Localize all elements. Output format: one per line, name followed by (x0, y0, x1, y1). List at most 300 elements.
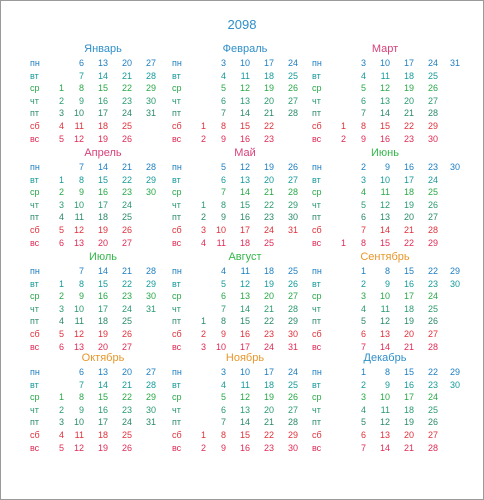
day-cell: 12 (379, 417, 390, 428)
day-cell: 3 (58, 417, 64, 428)
weekday-label: пт (172, 417, 181, 428)
weekday-label: вс (312, 341, 322, 352)
day-cell: 23 (121, 404, 132, 415)
weekday-label: сб (172, 120, 182, 131)
day-cell: 21 (263, 187, 274, 198)
day-cell: 5 (58, 224, 64, 235)
month-title: Ноябрь (225, 352, 265, 364)
day-cell: 3 (58, 199, 64, 210)
week-row (312, 366, 458, 379)
day-cell: 18 (403, 70, 414, 81)
day-cell: 4 (220, 70, 226, 81)
day-cell: 17 (97, 199, 108, 210)
day-cell: 1 (200, 316, 206, 327)
day-cell: 11 (380, 303, 390, 314)
day-cell: 13 (97, 367, 108, 377)
week-row (172, 186, 318, 199)
weekday-label: чт (312, 404, 321, 415)
month-block (30, 351, 176, 456)
day-cell: 15 (97, 392, 108, 403)
day-cell: 23 (403, 133, 414, 144)
day-cell: 3 (220, 58, 226, 68)
week-row (312, 211, 458, 224)
weekday-label: вт (30, 379, 39, 390)
day-cell: 18 (263, 266, 274, 276)
day-cell: 7 (220, 108, 226, 119)
week-row (172, 265, 318, 278)
day-cell: 14 (379, 224, 390, 235)
day-cell: 25 (121, 429, 132, 440)
weekday-label: пт (30, 417, 39, 428)
day-cell: 9 (384, 379, 390, 390)
day-cell: 1 (360, 367, 366, 377)
month-title: Декабрь (363, 352, 407, 364)
week-row (172, 404, 318, 417)
day-cell: 24 (287, 367, 298, 377)
day-cell: 21 (403, 341, 414, 352)
week-row (172, 82, 318, 95)
day-cell: 29 (449, 266, 460, 276)
day-cell: 25 (287, 70, 298, 81)
weekday-label: пн (312, 367, 322, 377)
week-row (30, 429, 176, 442)
day-cell: 31 (145, 108, 156, 119)
day-cell: 4 (58, 120, 64, 131)
day-cell: 13 (379, 328, 390, 339)
day-cell: 26 (427, 199, 438, 210)
day-cell: 26 (287, 278, 298, 289)
day-cell: 12 (379, 316, 390, 327)
month-block (172, 42, 318, 147)
day-cell: 16 (379, 133, 390, 144)
weekday-label: вс (30, 442, 40, 453)
weekday-label: пн (312, 266, 322, 276)
day-cell: 16 (403, 278, 414, 289)
day-cell: 1 (340, 237, 346, 248)
day-cell: 1 (58, 278, 64, 289)
week-row (172, 416, 318, 429)
day-cell: 11 (380, 404, 390, 415)
month-block (172, 250, 318, 355)
day-cell: 8 (360, 120, 366, 131)
day-cell: 20 (97, 341, 108, 352)
week-row (172, 328, 318, 341)
day-cell: 30 (287, 212, 298, 223)
day-cell: 16 (403, 379, 414, 390)
day-cell: 8 (78, 83, 84, 94)
day-cell: 19 (263, 162, 274, 172)
month-title: Август (228, 251, 262, 263)
day-cell: 5 (360, 83, 366, 94)
day-cell: 23 (263, 212, 274, 223)
day-cell: 22 (403, 120, 414, 131)
day-cell: 18 (263, 70, 274, 81)
day-cell: 19 (403, 199, 414, 210)
day-cell: 30 (145, 404, 156, 415)
day-cell: 18 (263, 379, 274, 390)
day-cell: 7 (360, 108, 366, 119)
weekday-label: пн (312, 162, 322, 172)
week-row (312, 186, 458, 199)
week-row (312, 237, 458, 250)
day-cell: 6 (360, 212, 366, 223)
day-cell: 27 (145, 58, 156, 68)
day-cell: 19 (263, 278, 274, 289)
weekday-label: пт (172, 316, 181, 327)
weekday-label: вс (172, 442, 182, 453)
weekday-label: чт (172, 303, 181, 314)
day-cell: 17 (97, 108, 108, 119)
weekday-label: чт (30, 303, 39, 314)
day-cell: 23 (427, 162, 438, 172)
day-cell: 12 (239, 162, 250, 172)
weekday-label: сб (312, 429, 322, 440)
weekday-label: ср (30, 187, 40, 198)
weekday-label: ср (172, 392, 182, 403)
day-cell: 25 (427, 404, 438, 415)
day-cell: 17 (263, 58, 274, 68)
day-cell: 5 (220, 278, 226, 289)
day-cell: 13 (73, 237, 84, 248)
weekday-label: пн (172, 266, 182, 276)
day-cell: 6 (360, 429, 366, 440)
month-title: Сентябрь (360, 251, 410, 263)
day-cell: 14 (379, 341, 390, 352)
weekday-label: ср (312, 392, 322, 403)
week-row (30, 133, 176, 146)
month-grid (312, 161, 458, 249)
day-cell: 10 (215, 341, 226, 352)
day-cell: 26 (287, 392, 298, 403)
week-row (312, 133, 458, 146)
week-row (312, 278, 458, 291)
day-cell: 20 (263, 174, 274, 185)
month-title: Февраль (222, 43, 268, 55)
week-row (30, 82, 176, 95)
week-row (172, 133, 318, 146)
week-row (172, 237, 318, 250)
day-cell: 1 (58, 392, 64, 403)
day-cell: 24 (121, 417, 132, 428)
day-cell: 31 (145, 303, 156, 314)
day-cell: 8 (78, 278, 84, 289)
day-cell: 27 (121, 341, 132, 352)
day-cell: 17 (97, 417, 108, 428)
day-cell: 2 (58, 291, 64, 302)
day-cell: 9 (220, 133, 226, 144)
weekday-label: пт (172, 212, 181, 223)
week-row (312, 70, 458, 83)
weekday-label: чт (172, 199, 181, 210)
week-row (172, 278, 318, 291)
day-cell: 21 (403, 224, 414, 235)
day-cell: 15 (97, 83, 108, 94)
week-row (312, 174, 458, 187)
day-cell: 28 (427, 224, 438, 235)
day-cell: 6 (78, 367, 84, 377)
week-row (30, 186, 176, 199)
day-cell: 2 (58, 187, 64, 198)
day-cell: 4 (220, 266, 226, 276)
day-cell: 12 (73, 133, 84, 144)
day-cell: 26 (287, 162, 298, 172)
day-cell: 26 (287, 83, 298, 94)
day-cell: 22 (263, 120, 274, 131)
day-cell: 3 (200, 224, 206, 235)
day-cell: 5 (58, 133, 64, 144)
weekday-label: ср (172, 291, 182, 302)
day-cell: 18 (97, 212, 108, 223)
week-row (30, 211, 176, 224)
day-cell: 7 (78, 162, 84, 172)
day-cell: 22 (263, 429, 274, 440)
day-cell: 1 (340, 120, 346, 131)
week-row (172, 120, 318, 133)
week-row (30, 265, 176, 278)
day-cell: 30 (145, 187, 156, 198)
day-cell: 16 (239, 212, 250, 223)
day-cell: 9 (384, 278, 390, 289)
week-row (172, 70, 318, 83)
weekday-label: ср (172, 83, 182, 94)
day-cell: 22 (427, 266, 438, 276)
week-row (30, 161, 176, 174)
day-cell: 12 (73, 328, 84, 339)
day-cell: 12 (379, 199, 390, 210)
day-cell: 10 (73, 108, 84, 119)
day-cell: 4 (360, 187, 366, 198)
day-cell: 21 (121, 70, 132, 81)
week-row (172, 391, 318, 404)
week-row (172, 174, 318, 187)
month-title: Март (371, 43, 399, 55)
weekday-label: пн (172, 367, 182, 377)
day-cell: 24 (427, 291, 438, 302)
day-cell: 25 (427, 303, 438, 314)
weekday-label: вт (172, 70, 181, 81)
day-cell: 29 (287, 199, 298, 210)
week-row (172, 429, 318, 442)
week-row (312, 224, 458, 237)
weekday-label: ср (30, 392, 40, 403)
day-cell: 21 (263, 303, 274, 314)
day-cell: 16 (239, 133, 250, 144)
day-cell: 15 (239, 316, 250, 327)
day-cell: 16 (97, 95, 108, 106)
day-cell: 18 (97, 316, 108, 327)
day-cell: 16 (97, 404, 108, 415)
weekday-label: пт (30, 212, 39, 223)
day-cell: 3 (360, 58, 366, 68)
day-cell: 9 (384, 162, 390, 172)
day-cell: 9 (78, 187, 84, 198)
day-cell: 9 (220, 442, 226, 453)
day-cell: 11 (74, 120, 84, 131)
month-block (312, 42, 458, 147)
day-cell: 23 (121, 291, 132, 302)
day-cell: 22 (121, 174, 132, 185)
day-cell: 28 (287, 303, 298, 314)
week-row (30, 224, 176, 237)
month-title: Апрель (84, 147, 122, 159)
day-cell: 14 (239, 187, 250, 198)
day-cell: 12 (239, 83, 250, 94)
day-cell: 23 (427, 379, 438, 390)
day-cell: 4 (58, 212, 64, 223)
weekday-label: вс (172, 133, 182, 144)
month-block (312, 146, 458, 251)
month-grid (30, 265, 176, 353)
weekday-label: ср (312, 83, 322, 94)
day-cell: 5 (58, 442, 64, 453)
day-cell: 21 (121, 379, 132, 390)
day-cell: 26 (121, 224, 132, 235)
day-cell: 4 (220, 379, 226, 390)
week-row (312, 328, 458, 341)
day-cell: 29 (427, 120, 438, 131)
weekday-label: пт (30, 108, 39, 119)
day-cell: 15 (239, 199, 250, 210)
day-cell: 13 (239, 291, 250, 302)
day-cell: 29 (145, 174, 156, 185)
day-cell: 9 (78, 291, 84, 302)
day-cell: 24 (427, 392, 438, 403)
weekday-label: пт (312, 212, 321, 223)
week-row (30, 237, 176, 250)
day-cell: 7 (78, 70, 84, 81)
day-cell: 24 (427, 58, 438, 68)
day-cell: 30 (145, 291, 156, 302)
day-cell: 28 (287, 417, 298, 428)
day-cell: 19 (403, 316, 414, 327)
weekday-label: вс (312, 133, 322, 144)
weekday-label: вт (30, 174, 39, 185)
weekday-label: вт (312, 379, 321, 390)
day-cell: 3 (360, 392, 366, 403)
day-cell: 28 (287, 108, 298, 119)
day-cell: 9 (220, 328, 226, 339)
week-row (172, 442, 318, 455)
weekday-label: сб (30, 224, 40, 235)
day-cell: 27 (427, 212, 438, 223)
day-cell: 1 (58, 174, 64, 185)
day-cell: 4 (360, 303, 366, 314)
day-cell: 19 (263, 392, 274, 403)
day-cell: 23 (121, 95, 132, 106)
weekday-label: чт (30, 199, 39, 210)
week-row (30, 404, 176, 417)
week-row (30, 442, 176, 455)
day-cell: 28 (287, 187, 298, 198)
day-cell: 14 (239, 108, 250, 119)
weekday-label: пн (30, 162, 40, 172)
day-cell: 10 (379, 291, 390, 302)
day-cell: 10 (239, 58, 250, 68)
weekday-label: вт (312, 278, 321, 289)
month-grid (172, 57, 318, 145)
day-cell: 22 (403, 237, 414, 248)
day-cell: 31 (287, 341, 298, 352)
day-cell: 2 (200, 212, 206, 223)
week-row (312, 161, 458, 174)
weekday-label: пн (30, 266, 40, 276)
day-cell: 20 (263, 95, 274, 106)
day-cell: 30 (145, 95, 156, 106)
month-block (312, 351, 458, 456)
day-cell: 18 (239, 237, 250, 248)
weekday-label: чт (172, 404, 181, 415)
weekday-label: чт (30, 95, 39, 106)
day-cell: 9 (360, 133, 366, 144)
week-row (30, 366, 176, 379)
day-cell: 4 (200, 237, 206, 248)
day-cell: 5 (220, 83, 226, 94)
week-row (312, 416, 458, 429)
day-cell: 30 (287, 328, 298, 339)
day-cell: 10 (239, 367, 250, 377)
weekday-label: сб (172, 429, 182, 440)
weekday-label: ср (312, 187, 322, 198)
day-cell: 7 (360, 224, 366, 235)
weekday-label: пт (172, 108, 181, 119)
month-grid (30, 57, 176, 145)
month-grid (172, 161, 318, 249)
weekday-label: пн (312, 58, 322, 68)
weekday-label: пн (172, 162, 182, 172)
day-cell: 8 (220, 429, 226, 440)
day-cell: 27 (121, 237, 132, 248)
day-cell: 27 (427, 95, 438, 106)
day-cell: 25 (427, 70, 438, 81)
day-cell: 27 (287, 95, 298, 106)
day-cell: 17 (239, 224, 250, 235)
week-row (30, 107, 176, 120)
day-cell: 29 (287, 429, 298, 440)
week-row (312, 303, 458, 316)
day-cell: 30 (449, 278, 460, 289)
day-cell: 10 (73, 199, 84, 210)
week-row (30, 290, 176, 303)
day-cell: 28 (427, 442, 438, 453)
week-row (312, 95, 458, 108)
day-cell: 22 (263, 316, 274, 327)
week-row (312, 315, 458, 328)
day-cell: 18 (403, 404, 414, 415)
weekday-label: ср (30, 83, 40, 94)
month-title: Июль (88, 251, 118, 263)
day-cell: 11 (380, 187, 390, 198)
day-cell: 28 (427, 341, 438, 352)
day-cell: 15 (239, 429, 250, 440)
day-cell: 17 (403, 392, 414, 403)
day-cell: 19 (403, 417, 414, 428)
weekday-label: вс (30, 341, 40, 352)
day-cell: 23 (263, 133, 274, 144)
weekday-label: вт (30, 70, 39, 81)
day-cell: 14 (97, 266, 108, 276)
day-cell: 21 (121, 266, 132, 276)
day-cell: 27 (287, 174, 298, 185)
day-cell: 24 (121, 108, 132, 119)
day-cell: 1 (58, 83, 64, 94)
day-cell: 13 (73, 341, 84, 352)
day-cell: 25 (427, 187, 438, 198)
week-row (312, 265, 458, 278)
day-cell: 17 (239, 341, 250, 352)
day-cell: 31 (287, 224, 298, 235)
week-row (312, 199, 458, 212)
day-cell: 14 (97, 379, 108, 390)
